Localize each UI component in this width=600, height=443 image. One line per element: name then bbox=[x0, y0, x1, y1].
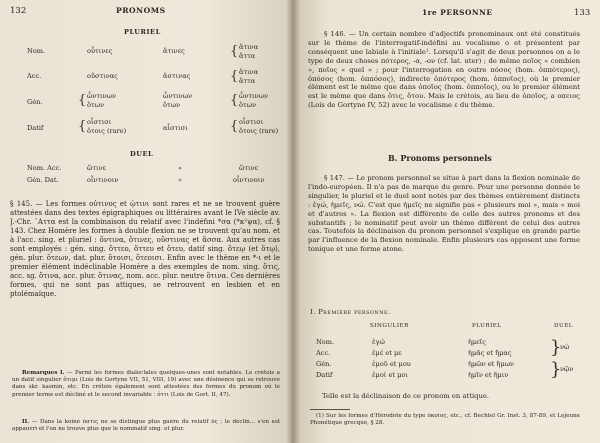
pers-plur-gen: ἡμῶν et ἥμων bbox=[468, 360, 514, 368]
brace-gen-3: { bbox=[230, 93, 239, 108]
pers-case-gen: Gén. bbox=[316, 360, 332, 368]
pers-plur-acc: ἡμᾶς et ἥμας bbox=[468, 349, 512, 357]
cell-gen-f-a: ὧντινων bbox=[163, 92, 193, 100]
col-header-singulier: SINGULIER bbox=[370, 323, 409, 329]
book-gutter bbox=[286, 0, 300, 443]
paragraph-147: § 147. — Le pronom personnel se situe à part dans la flexion nominale de l'indo-européen. Il n'a pas de marque du genre. Pour une personne donnée le singulier, le pluriel et le duel sont notés par des thèmes entièrement distincts : ἐγώ, ἡμεῖς, νώ. C'est que ἡμεῖς ne signifie pas « plusieurs moi », mais « moi et d'autres ». La flexion est différente de celle des autres pronoms et des substantifs ; le nominatif peut avoir un thème différent de celui des autres cas. Toutefois la déclinaison du pronom personnel s'explique en grande partie par l'influence de la flexion nominale. Enfin plusieurs cas opposent une forme tonique et une forme atone. bbox=[308, 174, 580, 254]
pluriel-heading: PLURIEL bbox=[124, 28, 161, 36]
remarques-1 bbox=[12, 370, 280, 418]
duel-cell-2c: οἷντινοιν bbox=[233, 176, 265, 184]
remarques-2-text: — Dans la koinè ὅστις ne se distingue plus guère du relatif ὅς ; le déclin... s'en est appauvri et l'on ne trouve plus que le nominatif sing. et plur. bbox=[12, 419, 280, 433]
brace-nom: { bbox=[230, 44, 239, 59]
section-title: B. Pronoms personnels bbox=[388, 153, 492, 163]
duel-cell-1b: » bbox=[178, 164, 183, 172]
col-header-pluriel: PLURIEL bbox=[472, 323, 502, 329]
cell-gen-n-a: ὧντινων bbox=[239, 92, 269, 100]
brace-duel-1: } bbox=[550, 337, 562, 358]
cell-gen-n-b: ὅτων bbox=[239, 101, 257, 109]
cell-nom-f: ἅτινες bbox=[163, 47, 185, 55]
pers-duel-nomacc: νώ bbox=[560, 343, 570, 351]
pers-sing-nom: ἐγώ bbox=[372, 338, 385, 346]
cell-gen-m-b: ὅτων bbox=[87, 101, 105, 109]
subsection-title: I. Première personne. bbox=[310, 308, 391, 316]
cell-dat-f: αἷστισι bbox=[163, 124, 188, 132]
remarques-1-text: — Parmi les formes dialectales quelques-unes sont notables. Le crétois a un datif singulier ὀτιμι (Lois de Gortyne VII, 51, VIII, 19) avec une désinence qui se retrouve dans skr. kasmin, etc. En crétois également sont attestées des formes du pronom où le premier terme est décliné et le second invariable : ὀττι (Lois de Gort. II, 47). bbox=[12, 370, 280, 398]
pers-case-acc: Acc. bbox=[316, 349, 331, 357]
cell-nom-n2: ἅττα bbox=[239, 52, 256, 60]
remarques-2 bbox=[12, 419, 280, 441]
pers-sing-dat: ἐμοί et μοι bbox=[372, 371, 408, 379]
duel-cell-2a: οἷντινοιν bbox=[87, 176, 119, 184]
duel-cell-1a: ὥτινε bbox=[87, 164, 107, 172]
brace-dat-1: { bbox=[78, 119, 87, 134]
footnote: (1) Sur les formes d'Hérodote du type ὁκοῖος, etc., cf. Bechtel Gr. Inst. 3, 87-89, et Lejeune Phonétique grecque, § 28. bbox=[310, 413, 580, 427]
pers-plur-dat: ἡμῖν et ἥμιν bbox=[468, 371, 509, 379]
right-page bbox=[292, 0, 600, 443]
duel-cell-1c: ὥτινε bbox=[239, 164, 259, 172]
cell-gen-m-a: ὧντινων bbox=[87, 92, 117, 100]
paragraph-145: § 145. — Les formes οὗτινος et ᾧτινι sont rares et ne se trouvent guère attestées dans des textes épigraphiques ou littéraires avant le IVe siècle av. J.-Chr. ᾽Αττα est la combinaison du relatif avec l'indéfini *σα (*κ²ψα), cf. § 143. Chez Homère les formes à double flexion ne se trouvent qu'au nom. et à l'acc. sing. et pluriel : ὅντινα, ὅτινες, οὕστινας et ἅσσα. Aux autres cas sont employés : gén. sing. ὅττεο, ὅττευ et ὅτευ, datif sing. ὅτεῳ (et ὅτῳ), gén. plur. ὅτεων, dat. plur. ὅτοισι, ὅτεοισι. Enfin avec le thème en *-ι et le premier élément indéclinable Homère a des exemples de nom. sing. ὅτις, acc. sg. ὅτινα, acc. plur. ὅτινας, nom. acc. plur. neutre ὅτινα. Ces dernières formes, qui ne sont pas attiques, se retrouvent en lesbien et en ptolémaïque. bbox=[10, 200, 280, 298]
cell-dat-n-b: ὅτοις (rare) bbox=[239, 127, 279, 135]
cell-nom-n: ἅτινα bbox=[239, 43, 259, 51]
left-page bbox=[0, 0, 292, 443]
page-number-right: 133 bbox=[574, 8, 591, 18]
cell-acc-n: ἅτινα bbox=[239, 68, 259, 76]
remarques-2-label: II. bbox=[22, 419, 30, 425]
brace-gen-1: { bbox=[78, 93, 87, 108]
case-acc: Acc. bbox=[27, 72, 42, 80]
footnote-rule bbox=[310, 409, 350, 410]
cell-acc-f: ἅστινας bbox=[163, 72, 191, 80]
page-number: 132 bbox=[10, 6, 27, 16]
cell-acc-m: οὕστινας bbox=[87, 72, 118, 80]
brace-acc: { bbox=[230, 69, 239, 84]
paragraph-146: § 146. — Un certain nombre d'adjectifs pronominaux ont été constitués sur le thème de l'interrogatif-indéfini au vocalisme o et présentent par conséquent une labiale à l'initiale¹. Lorsqu'il s'agit de deux personnes on a le type de deux choses πότερος, -α, -ον (cf. lat. uter) ; de même ποῖος « combien », ποῖος « quel » ; pour l'interrogation en outre πόσος (hom. ὁππότερος), ὁπόσος (hom. ὁππόσος), indirecte ὁπότερος (hom. ὁπποῖος), où le premier élément est le même que dans ὁποῖος (hom. ὁπποῖος), ou le premier élément est le même que dans ὅτις, ὅτου. Mais le crétois, au lieu de ὁποῖος, a οπειος (Lois de Gortyne IV, 52) avec le vocalisme ε du thème. bbox=[308, 30, 580, 110]
running-head-right: 1re PERSONNE bbox=[422, 8, 493, 17]
duel-heading: DUEL bbox=[130, 150, 154, 158]
cell-dat-n-a: οἷστισι bbox=[239, 118, 264, 126]
pers-sing-acc: ἐμέ et με bbox=[372, 349, 402, 357]
pers-sing-gen: ἐμοῦ et μου bbox=[372, 360, 411, 368]
duel-case-2: Gén. Dat. bbox=[27, 176, 59, 184]
brace-dat-3: { bbox=[230, 119, 239, 134]
pers-plur-nom: ἡμεῖς bbox=[468, 338, 486, 346]
pers-duel-gendat: νῷν bbox=[560, 365, 574, 373]
cell-nom-m: οὗτινες bbox=[87, 47, 113, 55]
cell-dat-m-b: ὅτοις (rare) bbox=[87, 127, 127, 135]
case-nom: Nom. bbox=[27, 47, 46, 55]
remarques-label: Remarques I. bbox=[22, 370, 65, 376]
cell-dat-m-a: οἷστισι bbox=[87, 118, 112, 126]
running-head: PRONOMS bbox=[116, 6, 166, 15]
pers-case-dat: Datif bbox=[316, 371, 333, 379]
closing-line: Telle est la déclinaison de ce pronom en attique. bbox=[322, 392, 490, 400]
cell-gen-f-b: ὅτων bbox=[163, 101, 181, 109]
case-dat: Datif bbox=[27, 124, 44, 132]
duel-cell-2b: » bbox=[178, 176, 183, 184]
duel-case-1: Nom. Acc. bbox=[27, 164, 62, 172]
pers-case-nom: Nom. bbox=[316, 338, 335, 346]
case-gen: Gén. bbox=[27, 98, 43, 106]
cell-acc-n2: ἅττα bbox=[239, 77, 256, 85]
col-header-duel: DUEL bbox=[554, 323, 573, 329]
brace-duel-2: } bbox=[550, 359, 562, 380]
